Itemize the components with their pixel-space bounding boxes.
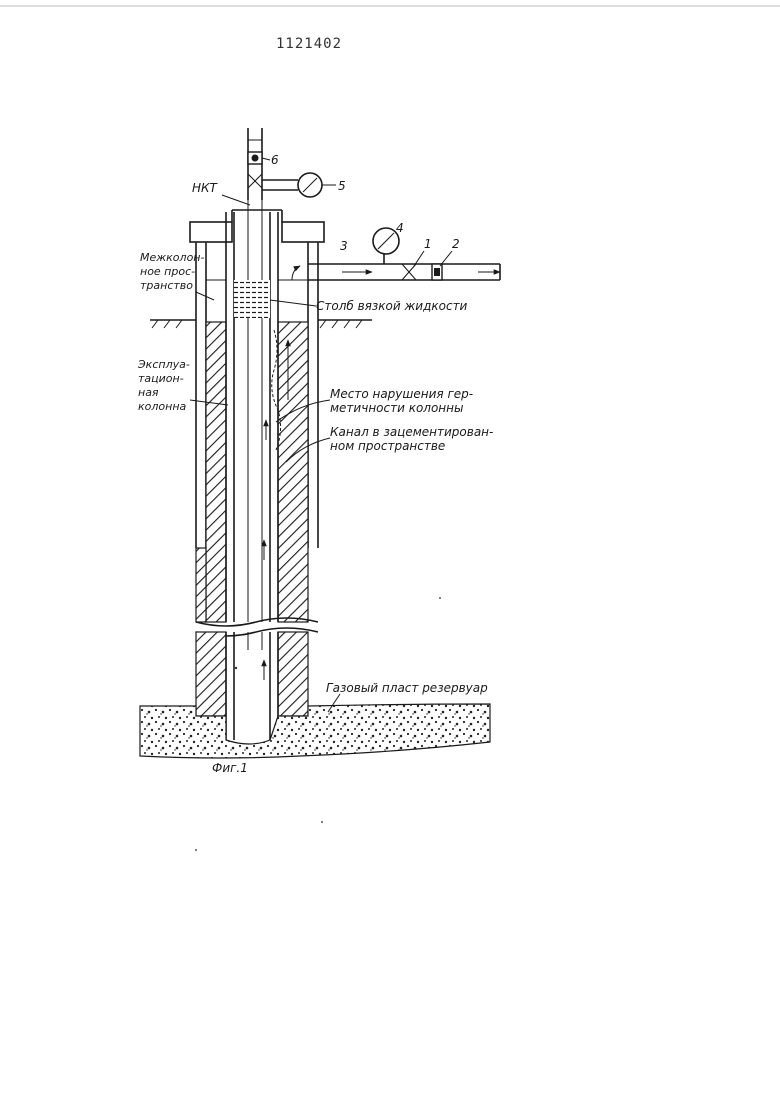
tubing — [248, 200, 262, 622]
svg-text:метичности колонны: метичности колонны — [330, 401, 464, 415]
callout-4: 4 — [396, 221, 404, 235]
svg-text:Межколон-: Межколон- — [140, 251, 205, 264]
callout-6: 6 — [271, 153, 279, 167]
viscous-liquid-column — [234, 280, 270, 318]
gas-reservoir-label: Газовый пласт резервуар — [326, 681, 488, 695]
figure-label: Фиг.1 — [212, 761, 248, 775]
callout-1: 1 — [424, 237, 432, 251]
wellhead-flange — [190, 210, 324, 242]
document-number: 1121402 — [276, 36, 343, 52]
svg-text:колонна: колонна — [138, 400, 187, 413]
svg-text:тацион-: тацион- — [138, 372, 184, 385]
tubing-top — [248, 128, 336, 200]
gas-reservoir — [140, 704, 490, 758]
annulus-label — [140, 251, 204, 292]
svg-text:транство: транство — [140, 279, 193, 292]
cement-right — [278, 322, 308, 622]
production-casing-label — [137, 358, 190, 413]
leak-place-label — [330, 387, 473, 415]
svg-text:Канал в зацементирован-: Канал в зацементирован- — [330, 425, 494, 439]
cement-left — [206, 322, 226, 622]
ground-surface — [150, 320, 372, 328]
production-casing — [226, 212, 278, 622]
nkt-label: НКТ — [192, 181, 217, 195]
callout-3: 3 — [340, 239, 348, 253]
svg-text:ная: ная — [138, 386, 159, 399]
svg-text:Место нарушения гер-: Место нарушения гер- — [330, 387, 474, 401]
callout-5: 5 — [338, 179, 346, 193]
svg-text:Эксплуа-: Эксплуа- — [138, 358, 190, 371]
svg-text:ное прос-: ное прос- — [140, 265, 196, 278]
callout-2: 2 — [452, 237, 460, 251]
viscous-column-label: Столб вязкой жидкости — [316, 299, 468, 313]
cement-channel-label — [330, 425, 493, 453]
svg-text:ном пространстве: ном пространстве — [330, 439, 446, 453]
